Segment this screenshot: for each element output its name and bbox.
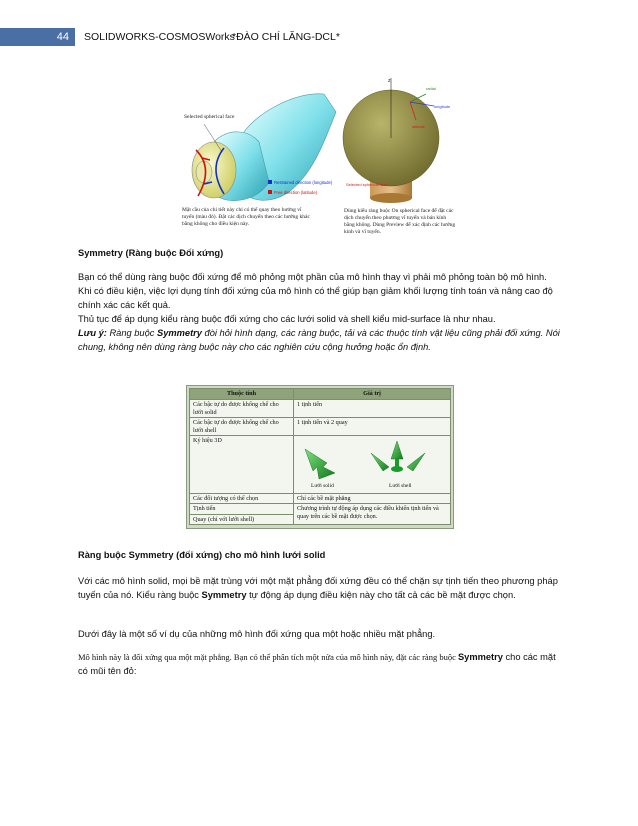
symmetry-property-table [186, 385, 454, 529]
table-cell: Tịnh tiến [190, 504, 294, 515]
table-cell: Các bậc tự do được khống chế cho lưới shell [190, 418, 294, 436]
section-solid-para1 [78, 574, 562, 602]
label-selected-face: Selected spherical face [184, 114, 235, 120]
table-row [190, 400, 451, 418]
note-symmetry-term: Symmetry [157, 328, 202, 338]
table-cell: 1 tịnh tiến [294, 400, 451, 418]
page-header [0, 28, 638, 46]
section-symmetry-para1: Bạn có thể dùng ràng buộc đối xứng để mô phỏng một phần của mô hình thay vì phải mô phỏng toàn bộ mô hình. Khi có điều kiện, việc lợi dụng tính đối xứng của mô hình có thể giúp bạn giảm khối lượng tính toán và nâng cao độ chính xác các kết quả. [78, 272, 553, 310]
para3-post: cho các mặt có mũi tên đỏ: [78, 652, 556, 676]
table-cell: Các đối tượng có thể chọn [190, 493, 294, 504]
legend-restrained: Restrained direction (longitude) [274, 180, 333, 185]
figure-left-caption: Mặt cầu của chi tiết này chỉ có thể quay theo hướng vĩ tuyến (màu đỏ). Đặt các dịch chuyển theo các hướng khác bằng không cho điều kiện này. [182, 207, 310, 227]
header-title: SOLIDWORKS-COSMOSWorks [84, 31, 235, 43]
label-longitude: longitude [434, 104, 451, 109]
table-row [190, 418, 451, 436]
header-author: *ĐÀO CHÍ LĂNG-DCL* [232, 31, 340, 43]
col-header-property: Thuộc tính [190, 389, 294, 400]
para1-pre: Với các mô hình solid, mọi bề mặt trùng với một mặt phẳng đối xứng đều có thể chặn sự tịnh tiến theo phương pháp tuyến của nó. Kiểu ràng buộc [78, 576, 558, 600]
table-cell: Ký hiệu 3D [190, 436, 294, 494]
table-row [190, 493, 451, 504]
section-solid-heading: Ràng buộc Symmetry (đối xứng) cho mô hình lưới solid [78, 550, 326, 560]
para3-pre: Mô hình này là đối xứng qua một mặt phẳng. Bạn có thể phân tích một nửa của mô hình này, đặt các ràng buộc [78, 652, 458, 662]
axis-z-label: z [388, 78, 391, 84]
section-symmetry-para2: Thủ tục để áp dụng kiểu ràng buộc đối xứng cho các lưới solid và shell kiểu mid-surface là như nhau. [78, 314, 496, 324]
section-symmetry-heading: Symmetry (Ràng buộc Đối xứng) [78, 248, 224, 258]
para1-symmetry-term: Symmetry [201, 590, 247, 600]
note-label: Lưu ý: [78, 328, 107, 338]
label-latitude: latitude [412, 124, 425, 129]
table-cell: Các bậc tự do được khống chế cho lưới solid [190, 400, 294, 418]
shell-arrows-icon [371, 441, 425, 472]
symbol-solid-label: Lưới solid [311, 483, 334, 489]
solid-arrow-icon [305, 449, 335, 479]
symbol-3d-cell [294, 436, 451, 494]
page-number: 44 [0, 28, 75, 46]
label-selected-spherical: Selected spherical face [346, 182, 388, 187]
table-row [190, 504, 451, 515]
symbol-shell-label: Lưới shell [389, 483, 412, 489]
note-text-post: đòi hỏi hình dạng, các ràng buộc, tải và các thuộc tính vật liệu cũng phải đối xứng. Nói chung, không nên dùng ràng buộc này cho các nghiên cứu cộng hưởng hoặc ổn định. [78, 328, 560, 352]
table-cell: Chương trình tự động áp dụng các điều khiển tịnh tiến và quay trên các bề mặt được chọn. [294, 504, 451, 525]
para1-post: tự động áp dụng điều kiện này cho tất cả các bề mặt được chọn. [246, 590, 516, 600]
table-cell: 1 tịnh tiến và 2 quay [294, 418, 451, 436]
label-radial: radial [426, 86, 436, 91]
legend-free: Free direction (latitude) [274, 190, 318, 195]
para3-symmetry-term: Symmetry [457, 652, 503, 662]
table-header-row [190, 389, 451, 400]
table-row [190, 436, 451, 494]
section-solid-para3 [78, 650, 562, 678]
section-solid-para2: Dưới đây là một số ví dụ của những mô hình đối xứng qua một hoặc nhiều mặt phẳng. [78, 629, 436, 639]
property-table [189, 388, 451, 525]
note-text-pre: Ràng buộc [106, 328, 157, 338]
table-cell: Chỉ các bề mặt phẳng [294, 493, 451, 504]
section-symmetry-note [78, 326, 562, 354]
table-cell: Quay (chỉ với lưới shell) [190, 514, 294, 525]
symmetry-arrows-icon [297, 437, 447, 489]
figure-sphere [342, 72, 460, 240]
figure-right-caption: Dùng kiểu ràng buộc On spherical face để đặt các dịch chuyển theo phương vĩ tuyến và bán kính bằng không. Dùng Preview để xác định các hướng kinh và vĩ tuyến. [344, 208, 456, 235]
col-header-value: Giá trị [294, 389, 451, 400]
figure-nozzle [174, 72, 342, 240]
